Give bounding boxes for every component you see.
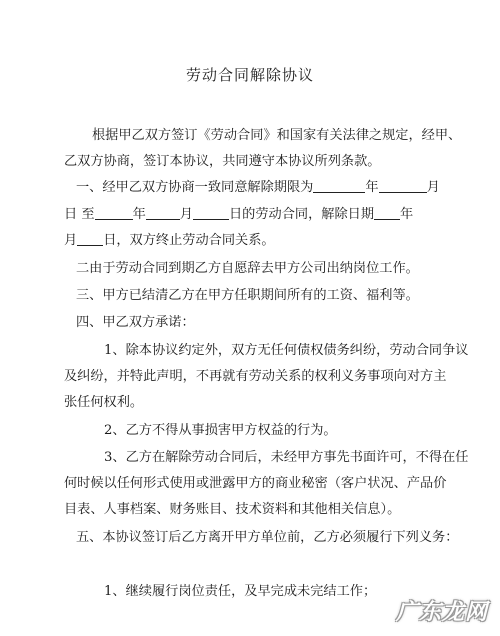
item-3-line-1: 3、乙方在解除劳动合同后，未经甲方事先书面许可，不得在任 [104, 450, 469, 465]
clause-1-text-2: 日的劳动合同，解除日期 [228, 207, 375, 222]
clause-1-month-label-3: 月 [64, 233, 78, 248]
blank-field [77, 232, 103, 246]
clause-5: 五、本协议签订后乙方离开甲方单位前，乙方必须履行下列义务： [76, 530, 459, 545]
clause-1-line-3 [64, 232, 440, 250]
item-3-line-2: 何时候以任何形式使用或泄露甲方的商业秘密（客户状况、产品价 [64, 476, 447, 491]
clause-1-line-2 [64, 206, 440, 224]
item-1-line-2: 及纠纷，并特此声明，不再就有劳动关系的权利义务事项向对方主 [64, 369, 447, 384]
clause-1-year-label-2: 年 [132, 207, 146, 222]
item-1-line-3: 张任何权利。 [64, 395, 144, 410]
clause-1-year-label-3: 年 [400, 207, 414, 222]
site-watermark: 广东龙网 [395, 600, 488, 625]
blank-field [313, 179, 365, 193]
clause-1-month-label-2: 月 [179, 207, 193, 222]
clause-1-line-1 [76, 179, 440, 197]
blank-field [379, 179, 427, 193]
clause-1-year-label: 年 [365, 180, 379, 195]
clause-4: 四、甲乙双方承诺： [76, 315, 195, 330]
page-title: 劳动合同解除协议 [185, 66, 314, 84]
item-1-line-1: 1、除本协议约定外，双方无任何债权债务纠纷，劳动合同争议 [104, 343, 469, 358]
clause-1-text: 一、经甲乙双方协商一致同意解除期限为 [76, 180, 314, 195]
intro-line-1: 根据甲乙双方签订《劳动合同》和国家有关法律之规定，经甲、 [92, 128, 462, 143]
blank-field [146, 206, 180, 220]
clause-1-day-to-label: 日 至 [64, 207, 95, 222]
blank-field [95, 206, 133, 220]
clause-3: 三、甲方已结清乙方在甲方任职期间所有的工资、福利等。 [76, 288, 419, 303]
commitment-item-2: 2、乙方不得从事损害甲方权益的行为。 [104, 423, 337, 438]
item-3-line-3: 目表、人事档案、财务账目、技术资料和其他相关信息）。 [64, 502, 401, 517]
blank-field [374, 206, 400, 220]
intro-line-2: 乙双方协商，签订本协议，共同遵守本协议所列条款。 [64, 154, 381, 169]
clause-1-text-3: 日，双方终止劳动合同关系。 [103, 233, 275, 248]
clause-1-month-label: 月 [426, 180, 440, 195]
blank-field [193, 206, 229, 220]
clause-2: 二由于劳动合同到期乙方自愿辞去甲方公司出纳岗位工作。 [76, 261, 419, 276]
duty-item-1: 1、继续履行岗位责任，及早完成未完结工作； [104, 584, 377, 599]
